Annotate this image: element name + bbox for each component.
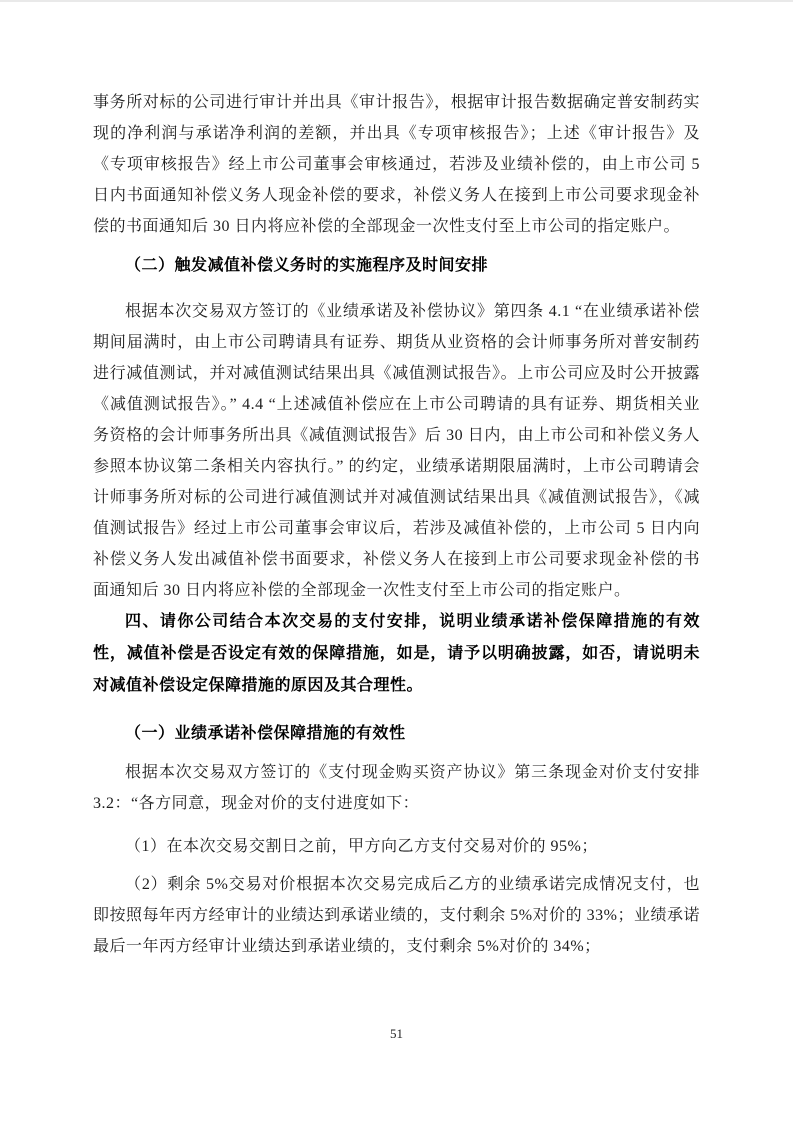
page-footer bbox=[0, 1025, 793, 1043]
paragraph-payment-arrangement: 根据本次交易双方签订的《支付现金购买资产协议》第三条现金对价支付安排 3.2：“各方同意，现金对价的支付进度如下： bbox=[93, 764, 700, 812]
scan-edge-artifact bbox=[0, 0, 793, 2]
paragraph-impairment-procedure: 根据本次交易双方签订的《业绩承诺及补偿协议》第四条 4.1 “在业绩承诺补偿期间届满时，由上市公司聘请具有证券、期货从业资格的会计师事务所对普安制药进行减值测试，并对减值测试结果出具《减值测试报告》。上市公司应及时公开披露《减值测试报告》。” 4.4 “上述减值补偿应在上市公司聘请的具有证券、期货相关业务资格的会计师事务所出具《减值测试报告》后 30 日内，由上市公司和补偿义务人参照本协议第二条相关内容执行。” 的约定，业绩承诺期限届满时，上市公司聘请会计师事务所对标的公司进行减值测试并对减值测试结果出具《减值测试报告》，《减值测试报告》经过上市公司董事会审议后，若涉及减值补偿的，上市公司 5 日内向补偿义务人发出减值补偿书面要求，补偿义务人在接到上市公司要求现金补偿的书面通知后 30 日内将应补偿的全部现金一次性支付至上市公司的指定账户。 bbox=[93, 303, 700, 599]
paragraph-payment-item-2: （2）剩余 5%交易对价根据本次交易完成后乙方的业绩承诺完成情况支付，也即按照每年丙方经审计的业绩达到承诺业绩的，支付剩余 5%对价的 33%；业绩承诺最后一年丙方经审计业绩达到承诺业绩的，支付剩余 5%对价的 34%； bbox=[93, 876, 700, 955]
heading-section-4-1-safeguard-effectiveness: （一）业绩承诺补偿保障措施的有效性 bbox=[125, 725, 406, 742]
document-content bbox=[93, 87, 700, 962]
heading-question-4: 四、请你公司结合本次交易的支付安排，说明业绩承诺补偿保障措施的有效性，减值补偿是否设定有效的保障措施，如是，请予以明确披露，如否，请说明未对减值补偿设定保障措施的原因及其合理性。 bbox=[93, 613, 700, 694]
heading-section-2-impairment-procedure: （二）触发减值补偿义务时的实施程序及时间安排 bbox=[125, 257, 489, 274]
paragraph-payment-item-1: （1）在本次交易交割日之前，甲方向乙方支付交易对价的 95%； bbox=[125, 838, 598, 855]
paragraph-audit-report-continuation: 事务所对标的公司进行审计并出具《审计报告》，根据审计报告数据确定普安制药实现的净利润与承诺净利润的差额，并出具《专项审核报告》；上述《审计报告》及《专项审核报告》经上市公司董事会审核通过，若涉及业绩补偿的，由上市公司 5 日内书面通知补偿义务人现金补偿的要求，补偿义务人在接到上市公司要求现金补偿的书面通知后 30 日内将应补偿的全部现金一次性支付至上市公司的指定账户。 bbox=[93, 94, 700, 235]
page-number: 51 bbox=[390, 1026, 403, 1041]
